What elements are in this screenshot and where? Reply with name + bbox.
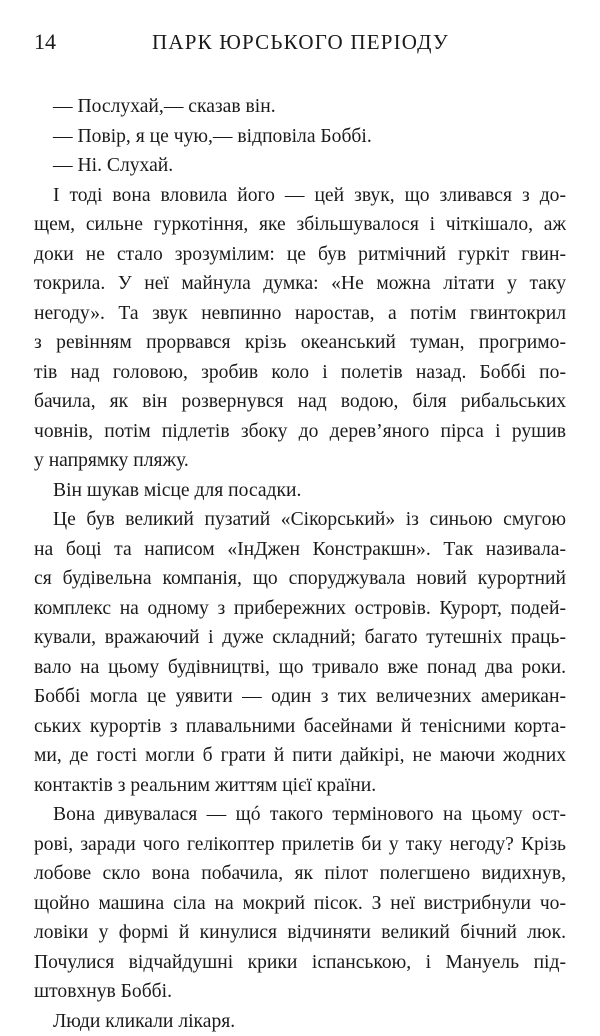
paragraph bbox=[34, 122, 566, 152]
paragraph bbox=[34, 1007, 566, 1036]
running-head bbox=[34, 26, 566, 58]
paragraph bbox=[34, 92, 566, 122]
text-line: тів над головою, зробив коло і полетів назад. Боббі по- bbox=[34, 358, 566, 388]
text-line: Це був великий пузатий «Сікорський» із синьою смугою bbox=[34, 505, 566, 535]
paragraph bbox=[34, 800, 566, 1007]
text-line: на боці та написом «ІнДжен Констракшн». Так називала- bbox=[34, 535, 566, 565]
text-line: ловіки у формі й кинулися відчиняти великий бічний люк. bbox=[34, 918, 566, 948]
text-line: контактів з реальним життям цієї країни. bbox=[34, 771, 566, 801]
text-line: — Послухай,— сказав він. bbox=[34, 92, 566, 122]
text-line: Люди кликали лікаря. bbox=[34, 1007, 566, 1036]
text-line: штовхнув Боббі. bbox=[34, 977, 566, 1007]
text-line: І тоді вона вловила його — цей звук, що зливався з до- bbox=[34, 181, 566, 211]
text-line: щем, сильне гуркотіння, яке збільшувалося і чіткішало, аж bbox=[34, 210, 566, 240]
book-title: ПАРК ЮРСЬКОГО ПЕРІОДУ bbox=[152, 26, 449, 58]
paragraph bbox=[34, 505, 566, 800]
text-line: ми, де гості могли б грати й пити дайкірі, не маючи жодних bbox=[34, 741, 566, 771]
text-line: Почулися відчайдушні крики іспанською, і Мануель під- bbox=[34, 948, 566, 978]
text-line: Боббі могла це уявити — один з тих величезних американ- bbox=[34, 682, 566, 712]
text-line: рові, заради чого гелікоптер прилетів би у таку негоду? Крізь bbox=[34, 830, 566, 860]
text-line: у напрямку пляжу. bbox=[34, 446, 566, 476]
text-line: щойно машина сіла на мокрий пісок. З неї вистрибнули чо- bbox=[34, 889, 566, 919]
text-line: ських курортів з плавальними басейнами й тенісними корта- bbox=[34, 712, 566, 742]
paragraph bbox=[34, 151, 566, 181]
text-line: лобове скло вона побачила, як пілот полегшено видихнув, bbox=[34, 859, 566, 889]
text-line: негоду». Та звук невпинно наростав, а потім гвинтокрил bbox=[34, 299, 566, 329]
paragraph bbox=[34, 181, 566, 476]
text-line: доки не стало зрозумілим: це був ритмічний гуркіт гвин- bbox=[34, 240, 566, 270]
paragraph bbox=[34, 476, 566, 506]
text-line: Він шукав місце для посадки. bbox=[34, 476, 566, 506]
text-line: кували, вражаючий і дуже складний; багато тутешніх праць- bbox=[34, 623, 566, 653]
text-line: — Повір, я це чую,— відповіла Боббі. bbox=[34, 122, 566, 152]
body-text bbox=[34, 92, 566, 1036]
text-line: комплекс на одному з прибережних островів. Курорт, подей- bbox=[34, 594, 566, 624]
text-line: Вона дивувалася — щó такого термінового на цьому ост- bbox=[34, 800, 566, 830]
text-line: токрила. У неї майнула думка: «Не можна літати у таку bbox=[34, 269, 566, 299]
text-line: ся будівельна компанія, що споруджувала новий курортний bbox=[34, 564, 566, 594]
text-line: човнів, потім підлетів збоку до дерев’яного пірса і рушив bbox=[34, 417, 566, 447]
text-line: вало на цьому будівництві, що тривало вже понад два роки. bbox=[34, 653, 566, 683]
text-line: бачила, як він розвернувся над водою, біля рибальських bbox=[34, 387, 566, 417]
text-line: — Ні. Слухай. bbox=[34, 151, 566, 181]
page-number: 14 bbox=[34, 26, 56, 58]
text-line: з ревінням прорвався крізь океанський туман, прогримо- bbox=[34, 328, 566, 358]
